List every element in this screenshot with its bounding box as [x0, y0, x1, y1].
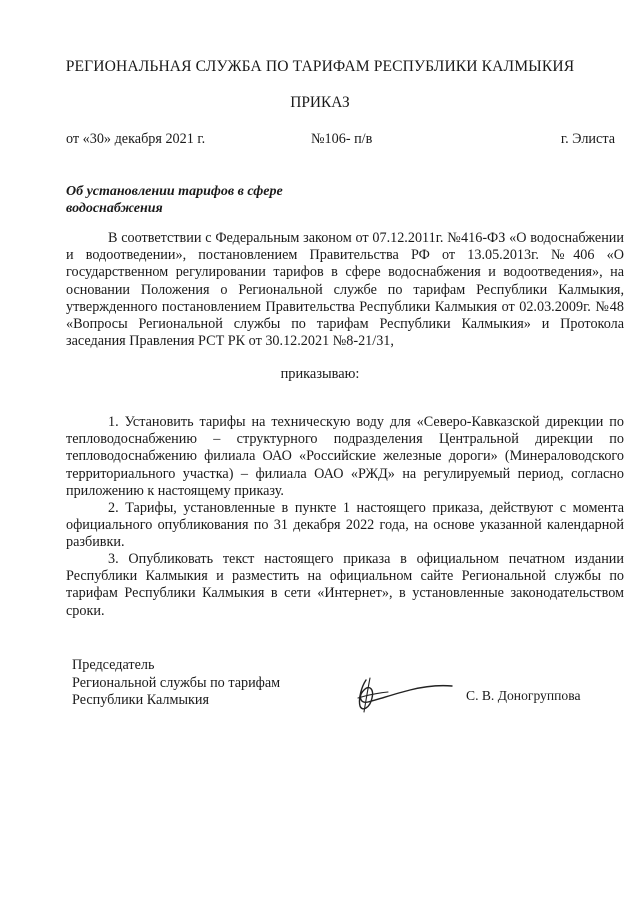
document-city: г. Элиста [560, 131, 615, 147]
signer-position-line: Региональной службы по тарифам [72, 674, 281, 691]
signer-position [72, 657, 352, 710]
signer-name: С. В. Доногруппова [466, 688, 581, 703]
document-meta [66, 131, 615, 149]
document-number: №106- п/в [311, 131, 373, 147]
handwritten-signature [348, 668, 458, 718]
order-item-3: 3. Опубликовать текст настоящего приказа в официальном печатном издании Республики Калмыкия и разместить на официальном сайте Региональной службы по тарифам Республики Калмыкия в сети «Интернет», в установленные законодательством сроки. [66, 551, 624, 619]
organization-title: РЕГИОНАЛЬНАЯ СЛУЖБА ПО ТАРИФАМ РЕСПУБЛИКИ КАЛМЫКИЯ [65, 58, 575, 75]
order-item-1: 1. Установить тарифы на техническую воду для «Северо-Кавказской дирекции по тепловодоснабжению – структурного подразделения Центральной дирекции по тепловодоснабжению филиала ОАО «Российские железные дороги» (Минераловодского территориального участка) – филиала ОАО «РЖД» на регулируемый период, согласно приложению к настоящему приказу. [66, 414, 624, 499]
decree-word: приказываю: [280, 366, 360, 382]
basis-paragraph: В соответствии с Федеральным законом от 07.12.2011г. №416-ФЗ «О водоснабжении и водоотведении», постановлением Правительства РФ от 13.05.2013г. №406 «О государственном регулировании тарифов в сфере водоснабжения и водоотведения», на основании Положения о Региональной службе по тарифам Республики Калмыкия, утвержденного постановлением Правительства Республики Калмыкия от 02.03.2009г. №48 «Вопросы Региональной службы по тарифам Республики Калмыкия» и Протокола заседания Правления РСТ РК от 30.12.2021 №8-21/31, [66, 230, 624, 350]
document-type: ПРИКАЗ [290, 94, 350, 111]
document-date: от «30» декабря 2021 г. [66, 131, 206, 147]
order-item-2: 2. Тарифы, установленные в пункте 1 настоящего приказа, действуют с момента официального опубликования по 31 декабря 2022 года, на основе указанной календарной разбивки. [66, 500, 624, 551]
signer-position-line: Республики Калмыкия [72, 692, 210, 708]
signer-position-line: Председатель [72, 657, 155, 673]
document-subject: Об установлении тарифов в сфере водоснабжения [66, 184, 283, 216]
